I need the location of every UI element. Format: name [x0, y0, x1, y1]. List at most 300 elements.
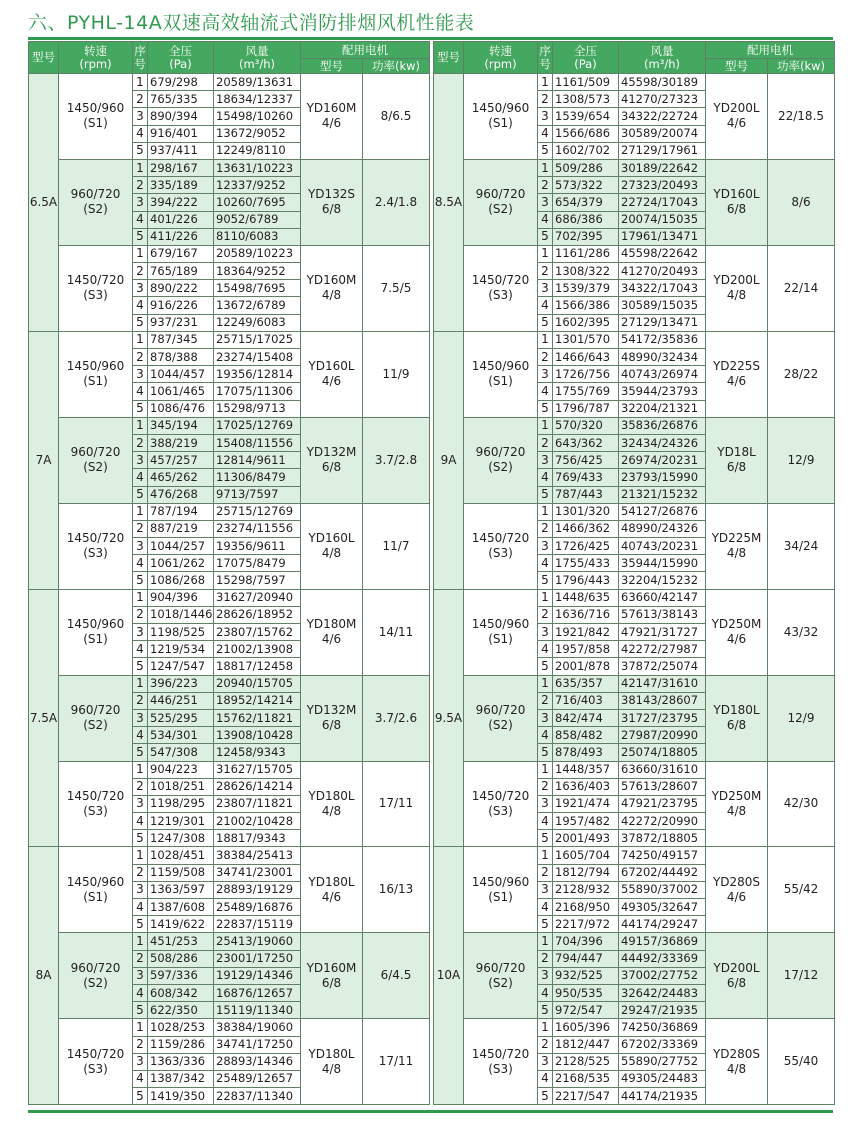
speed-stage: (S2): [488, 975, 513, 990]
speed-cell: [59, 331, 133, 417]
header-pressure-label: 全压: [574, 43, 597, 58]
pressure-cell: 1086/476: [148, 400, 214, 417]
motor-power-cell: 55/40: [768, 1019, 835, 1105]
speed-stage: (S3): [488, 803, 513, 818]
index-cell: 2: [133, 864, 148, 881]
flow-cell: 34322/17043: [619, 280, 706, 297]
index-cell: 1: [133, 74, 148, 91]
table-row: [434, 245, 835, 262]
index-cell: 5: [133, 142, 148, 159]
header-index-label2: 号: [539, 56, 551, 71]
header-index-label: 序: [539, 43, 551, 58]
speed-value: 1450/960: [471, 359, 530, 374]
performance-table-right: [433, 41, 835, 1105]
flow-cell: 8110/6083: [214, 228, 301, 245]
motor-model-value: YD180M: [306, 617, 357, 632]
flow-cell: 30589/15035: [619, 297, 706, 314]
flow-cell: 20940/15705: [214, 675, 301, 692]
flow-cell: 12814/9611: [214, 452, 301, 469]
pressure-cell: 1539/379: [553, 280, 619, 297]
speed-value: 1450/960: [471, 101, 530, 116]
speed-cell: [464, 675, 538, 761]
index-cell: 3: [133, 538, 148, 555]
flow-cell: 12249/8110: [214, 142, 301, 159]
index-cell: 4: [538, 211, 553, 228]
index-cell: 2: [133, 434, 148, 451]
motor-model-value: YD200L: [713, 273, 760, 288]
pressure-cell: 1755/433: [553, 555, 619, 572]
speed-cell: [464, 503, 538, 589]
index-cell: 2: [538, 91, 553, 108]
header-flow-label: 风量: [650, 43, 674, 58]
index-cell: 5: [133, 314, 148, 331]
motor-power-cell: 14/11: [363, 589, 430, 675]
speed-stage: (S1): [488, 889, 513, 904]
motor-power-cell: 3.7/2.8: [363, 417, 430, 503]
flow-cell: 44174/29247: [619, 916, 706, 933]
pressure-cell: 1636/403: [553, 778, 619, 795]
flow-cell: 22837/15119: [214, 916, 301, 933]
flow-cell: 13631/10223: [214, 159, 301, 176]
index-cell: 1: [133, 331, 148, 348]
pressure-cell: 1812/447: [553, 1036, 619, 1053]
header-motor-power: 功率(kw): [768, 59, 835, 74]
pressure-cell: 1363/336: [148, 1053, 214, 1070]
speed-stage: (S2): [488, 718, 513, 733]
fan-model-cell: 8.5A: [434, 74, 464, 332]
flow-cell: 17961/13471: [619, 228, 706, 245]
flow-cell: 49305/24483: [619, 1070, 706, 1087]
flow-cell: 28893/19129: [214, 881, 301, 898]
motor-poles-value: 6/8: [321, 202, 342, 217]
header-motor-power: 功率(kw): [363, 59, 430, 74]
index-cell: 2: [538, 950, 553, 967]
fan-model-cell: 7A: [29, 331, 59, 589]
flow-cell: 23274/11556: [214, 520, 301, 537]
index-cell: 5: [133, 916, 148, 933]
pressure-cell: 1387/342: [148, 1070, 214, 1087]
index-cell: 3: [538, 624, 553, 641]
motor-poles-value: 4/8: [321, 1061, 342, 1076]
index-cell: 2: [133, 692, 148, 709]
index-cell: 4: [133, 641, 148, 658]
table-row: [434, 761, 835, 778]
motor-power-cell: 17/11: [363, 761, 430, 847]
index-cell: 2: [133, 520, 148, 537]
motor-power-cell: 42/30: [768, 761, 835, 847]
header-speed: [464, 42, 538, 74]
flow-cell: 23807/11821: [214, 795, 301, 812]
table-row: [434, 589, 835, 606]
index-cell: 2: [133, 91, 148, 108]
index-cell: 2: [538, 692, 553, 709]
pressure-cell: 2128/932: [553, 881, 619, 898]
speed-stage: (S3): [83, 288, 108, 303]
table-row: [434, 933, 835, 950]
pressure-cell: 608/342: [148, 984, 214, 1001]
speed-cell: [59, 933, 133, 1019]
motor-poles-value: 4/8: [321, 546, 342, 561]
speed-stage: (S2): [83, 718, 108, 733]
index-cell: 2: [538, 864, 553, 881]
speed-cell: [464, 159, 538, 245]
speed-cell: [59, 589, 133, 675]
index-cell: 1: [538, 159, 553, 176]
pressure-cell: 1921/842: [553, 624, 619, 641]
pressure-cell: 401/226: [148, 211, 214, 228]
header-speed-label: 转速: [489, 43, 512, 58]
flow-cell: 32204/21321: [619, 400, 706, 417]
index-cell: 5: [133, 658, 148, 675]
motor-power-cell: 16/13: [363, 847, 430, 933]
speed-cell: [464, 933, 538, 1019]
pressure-cell: 446/251: [148, 692, 214, 709]
motor-model-cell: [301, 847, 363, 933]
pressure-cell: 1605/396: [553, 1019, 619, 1036]
speed-stage: (S2): [488, 202, 513, 217]
motor-model-cell: [301, 761, 363, 847]
pressure-cell: 1812/794: [553, 864, 619, 881]
speed-value: 1450/720: [471, 273, 530, 288]
motor-power-cell: 17/12: [768, 933, 835, 1019]
flow-cell: 23274/15408: [214, 349, 301, 366]
motor-model-cell: [301, 675, 363, 761]
speed-value: 1450/720: [66, 273, 125, 288]
flow-cell: 13672/6789: [214, 297, 301, 314]
pressure-cell: 1566/686: [553, 125, 619, 142]
speed-cell: [464, 1019, 538, 1105]
pressure-cell: 2001/878: [553, 658, 619, 675]
index-cell: 4: [538, 555, 553, 572]
speed-value: 960/720: [70, 703, 121, 718]
header-index: [538, 42, 553, 74]
motor-model-value: YD180L: [308, 874, 355, 889]
index-cell: 2: [133, 349, 148, 366]
motor-poles-value: 4/8: [321, 288, 342, 303]
header-flow-unit: (m³/h): [644, 56, 680, 71]
flow-cell: 25074/18805: [619, 744, 706, 761]
flow-cell: 15762/11821: [214, 709, 301, 726]
motor-model-value: YD132M: [306, 703, 357, 718]
motor-model-cell: [706, 503, 768, 589]
pressure-cell: 388/219: [148, 434, 214, 451]
pressure-cell: 1957/482: [553, 813, 619, 830]
index-cell: 4: [538, 984, 553, 1001]
pressure-cell: 716/403: [553, 692, 619, 709]
speed-value: 960/720: [475, 187, 526, 202]
index-cell: 3: [133, 452, 148, 469]
index-cell: 5: [133, 228, 148, 245]
flow-cell: 10260/7695: [214, 194, 301, 211]
index-cell: 1: [133, 761, 148, 778]
index-cell: 3: [133, 1053, 148, 1070]
flow-cell: 34322/22724: [619, 108, 706, 125]
pressure-cell: 1159/508: [148, 864, 214, 881]
page-title: 六、PYHL-14A双速高效轴流式消防排烟风机性能表: [28, 12, 475, 34]
pressure-cell: 2128/525: [553, 1053, 619, 1070]
header-motor-model: 型号: [301, 59, 363, 74]
index-cell: 5: [133, 486, 148, 503]
flow-cell: 27129/17961: [619, 142, 706, 159]
speed-stage: (S1): [488, 374, 513, 389]
flow-cell: 15498/10260: [214, 108, 301, 125]
motor-poles-value: 4/8: [726, 546, 747, 561]
speed-cell: [59, 847, 133, 933]
motor-model-cell: [706, 331, 768, 417]
pressure-cell: 1247/308: [148, 830, 214, 847]
flow-cell: 12337/9252: [214, 177, 301, 194]
pressure-cell: 2217/972: [553, 916, 619, 933]
index-cell: 4: [538, 297, 553, 314]
index-cell: 4: [538, 813, 553, 830]
flow-cell: 15119/11340: [214, 1002, 301, 1019]
speed-cell: [464, 847, 538, 933]
flow-cell: 17025/12769: [214, 417, 301, 434]
flow-cell: 23001/17250: [214, 950, 301, 967]
flow-cell: 18952/14214: [214, 692, 301, 709]
flow-cell: 21002/10428: [214, 813, 301, 830]
pressure-cell: 769/433: [553, 469, 619, 486]
motor-model-cell: [301, 159, 363, 245]
index-cell: 3: [538, 1053, 553, 1070]
pressure-cell: 1018/1446: [148, 606, 214, 623]
flow-cell: 9052/6789: [214, 211, 301, 228]
header-speed-label: 转速: [84, 43, 107, 58]
pressure-cell: 654/379: [553, 194, 619, 211]
flow-cell: 44174/21935: [619, 1088, 706, 1105]
motor-power-cell: 55/42: [768, 847, 835, 933]
speed-stage: (S3): [488, 288, 513, 303]
flow-cell: 42147/31610: [619, 675, 706, 692]
index-cell: 1: [133, 675, 148, 692]
pressure-cell: 937/411: [148, 142, 214, 159]
pressure-cell: 878/493: [553, 744, 619, 761]
index-cell: 5: [538, 400, 553, 417]
speed-value: 1450/960: [471, 874, 530, 889]
motor-model-cell: [301, 589, 363, 675]
index-cell: 4: [133, 469, 148, 486]
pressure-cell: 1198/525: [148, 624, 214, 641]
motor-power-cell: 22/18.5: [768, 74, 835, 160]
pressure-cell: 787/345: [148, 331, 214, 348]
pressure-cell: 765/335: [148, 91, 214, 108]
motor-model-value: YD160L: [308, 359, 355, 374]
flow-cell: 38384/19060: [214, 1019, 301, 1036]
index-cell: 3: [538, 709, 553, 726]
motor-power-cell: 12/9: [768, 417, 835, 503]
speed-cell: [59, 503, 133, 589]
pressure-cell: 573/322: [553, 177, 619, 194]
pressure-cell: 570/320: [553, 417, 619, 434]
motor-power-cell: 11/9: [363, 331, 430, 417]
pressure-cell: 756/425: [553, 452, 619, 469]
pressure-cell: 1726/756: [553, 366, 619, 383]
flow-cell: 12249/6083: [214, 314, 301, 331]
motor-model-value: YD160L: [713, 187, 760, 202]
fan-model-cell: 10A: [434, 847, 464, 1105]
motor-power-cell: 7.5/5: [363, 245, 430, 331]
fan-model-cell: 9.5A: [434, 589, 464, 847]
speed-cell: [59, 245, 133, 331]
motor-poles-value: 4/6: [726, 374, 747, 389]
index-cell: 1: [538, 1019, 553, 1036]
flow-cell: 23807/15762: [214, 624, 301, 641]
motor-power-cell: 6/4.5: [363, 933, 430, 1019]
flow-cell: 15298/9713: [214, 400, 301, 417]
flow-cell: 40743/26974: [619, 366, 706, 383]
pressure-cell: 1755/769: [553, 383, 619, 400]
bottom-rule: [28, 1110, 833, 1113]
pressure-cell: 534/301: [148, 727, 214, 744]
flow-cell: 54127/26876: [619, 503, 706, 520]
speed-stage: (S1): [83, 374, 108, 389]
speed-value: 1450/960: [66, 874, 125, 889]
motor-power-cell: 28/22: [768, 331, 835, 417]
flow-cell: 25489/12657: [214, 1070, 301, 1087]
speed-stage: (S1): [83, 889, 108, 904]
speed-value: 1450/960: [66, 617, 125, 632]
speed-cell: [59, 1019, 133, 1105]
pressure-cell: 643/362: [553, 434, 619, 451]
flow-cell: 63660/42147: [619, 589, 706, 606]
pressure-cell: 1044/257: [148, 538, 214, 555]
speed-value: 1450/960: [471, 617, 530, 632]
speed-cell: [464, 245, 538, 331]
pressure-cell: 1044/457: [148, 366, 214, 383]
flow-cell: 25489/16876: [214, 899, 301, 916]
flow-cell: 31727/23795: [619, 709, 706, 726]
index-cell: 2: [133, 778, 148, 795]
index-cell: 3: [133, 967, 148, 984]
index-cell: 1: [538, 847, 553, 864]
index-cell: 2: [133, 263, 148, 280]
motor-model-cell: [301, 331, 363, 417]
flow-cell: 18634/12337: [214, 91, 301, 108]
flow-cell: 49305/32647: [619, 899, 706, 916]
flow-cell: 19129/14346: [214, 967, 301, 984]
speed-cell: [464, 761, 538, 847]
speed-cell: [59, 675, 133, 761]
header-motor-group: 配用电机: [301, 42, 430, 59]
motor-model-value: YD180L: [308, 1046, 355, 1061]
flow-cell: 31627/15705: [214, 761, 301, 778]
motor-power-cell: 22/14: [768, 245, 835, 331]
header-pressure: [553, 42, 619, 74]
pressure-cell: 858/482: [553, 727, 619, 744]
table-row: [29, 1019, 430, 1036]
pressure-cell: 1921/474: [553, 795, 619, 812]
pressure-cell: 345/194: [148, 417, 214, 434]
pressure-cell: 2001/493: [553, 830, 619, 847]
index-cell: 5: [133, 830, 148, 847]
pressure-cell: 1198/295: [148, 795, 214, 812]
speed-value: 1450/960: [66, 101, 125, 116]
index-cell: 5: [133, 1088, 148, 1105]
index-cell: 5: [538, 916, 553, 933]
motor-poles-value: 6/8: [726, 718, 747, 733]
header-speed-unit: (rpm): [484, 56, 517, 71]
pressure-cell: 622/350: [148, 1002, 214, 1019]
index-cell: 3: [133, 881, 148, 898]
pressure-cell: 1028/451: [148, 847, 214, 864]
flow-cell: 32204/15232: [619, 572, 706, 589]
pressure-cell: 635/357: [553, 675, 619, 692]
index-cell: 4: [133, 727, 148, 744]
flow-cell: 18817/9343: [214, 830, 301, 847]
pressure-cell: 890/394: [148, 108, 214, 125]
motor-model-cell: [706, 847, 768, 933]
index-cell: 4: [538, 125, 553, 142]
index-cell: 3: [133, 194, 148, 211]
index-cell: 1: [538, 933, 553, 950]
motor-model-cell: [706, 933, 768, 1019]
motor-model-value: YD280S: [712, 1046, 761, 1061]
flow-cell: 28893/14346: [214, 1053, 301, 1070]
index-cell: 4: [133, 984, 148, 1001]
index-cell: 4: [133, 383, 148, 400]
header-speed-unit: (rpm): [79, 56, 112, 71]
index-cell: 1: [133, 933, 148, 950]
motor-poles-value: 6/8: [321, 460, 342, 475]
pressure-cell: 950/535: [553, 984, 619, 1001]
motor-poles-value: 6/8: [321, 975, 342, 990]
motor-poles-value: 4/6: [726, 116, 747, 131]
flow-cell: 37872/25074: [619, 658, 706, 675]
pressure-cell: 1363/597: [148, 881, 214, 898]
pressure-cell: 1796/787: [553, 400, 619, 417]
flow-cell: 41270/20493: [619, 263, 706, 280]
header-motor-model: 型号: [706, 59, 768, 74]
index-cell: 2: [538, 177, 553, 194]
pressure-cell: 765/189: [148, 263, 214, 280]
pressure-cell: 1018/251: [148, 778, 214, 795]
motor-power-cell: 11/7: [363, 503, 430, 589]
fan-model-cell: 6.5A: [29, 74, 59, 332]
index-cell: 5: [133, 1002, 148, 1019]
flow-cell: 13908/10428: [214, 727, 301, 744]
index-cell: 5: [538, 314, 553, 331]
flow-cell: 41270/27323: [619, 91, 706, 108]
flow-cell: 21002/13908: [214, 641, 301, 658]
fan-model-cell: 9A: [434, 331, 464, 589]
motor-poles-value: 4/6: [321, 374, 342, 389]
flow-cell: 32642/24483: [619, 984, 706, 1001]
pressure-cell: 1061/465: [148, 383, 214, 400]
pressure-cell: 1219/301: [148, 813, 214, 830]
speed-value: 1450/720: [471, 1046, 530, 1061]
index-cell: 4: [538, 727, 553, 744]
motor-model-value: YD180L: [308, 788, 355, 803]
flow-cell: 13672/9052: [214, 125, 301, 142]
motor-poles-value: 4/8: [321, 803, 342, 818]
index-cell: 5: [133, 744, 148, 761]
pressure-cell: 972/547: [553, 1002, 619, 1019]
speed-stage: (S2): [83, 975, 108, 990]
header-model: 型号: [434, 42, 464, 74]
index-cell: 3: [538, 194, 553, 211]
motor-poles-value: 4/6: [321, 116, 342, 131]
index-cell: 2: [133, 177, 148, 194]
flow-cell: 15298/7597: [214, 572, 301, 589]
index-cell: 3: [133, 108, 148, 125]
fan-model-cell: 8A: [29, 847, 59, 1105]
flow-cell: 38143/28607: [619, 692, 706, 709]
index-cell: 4: [538, 383, 553, 400]
index-cell: 1: [538, 74, 553, 91]
speed-stage: (S1): [83, 116, 108, 131]
index-cell: 4: [133, 211, 148, 228]
flow-cell: 42272/27987: [619, 641, 706, 658]
